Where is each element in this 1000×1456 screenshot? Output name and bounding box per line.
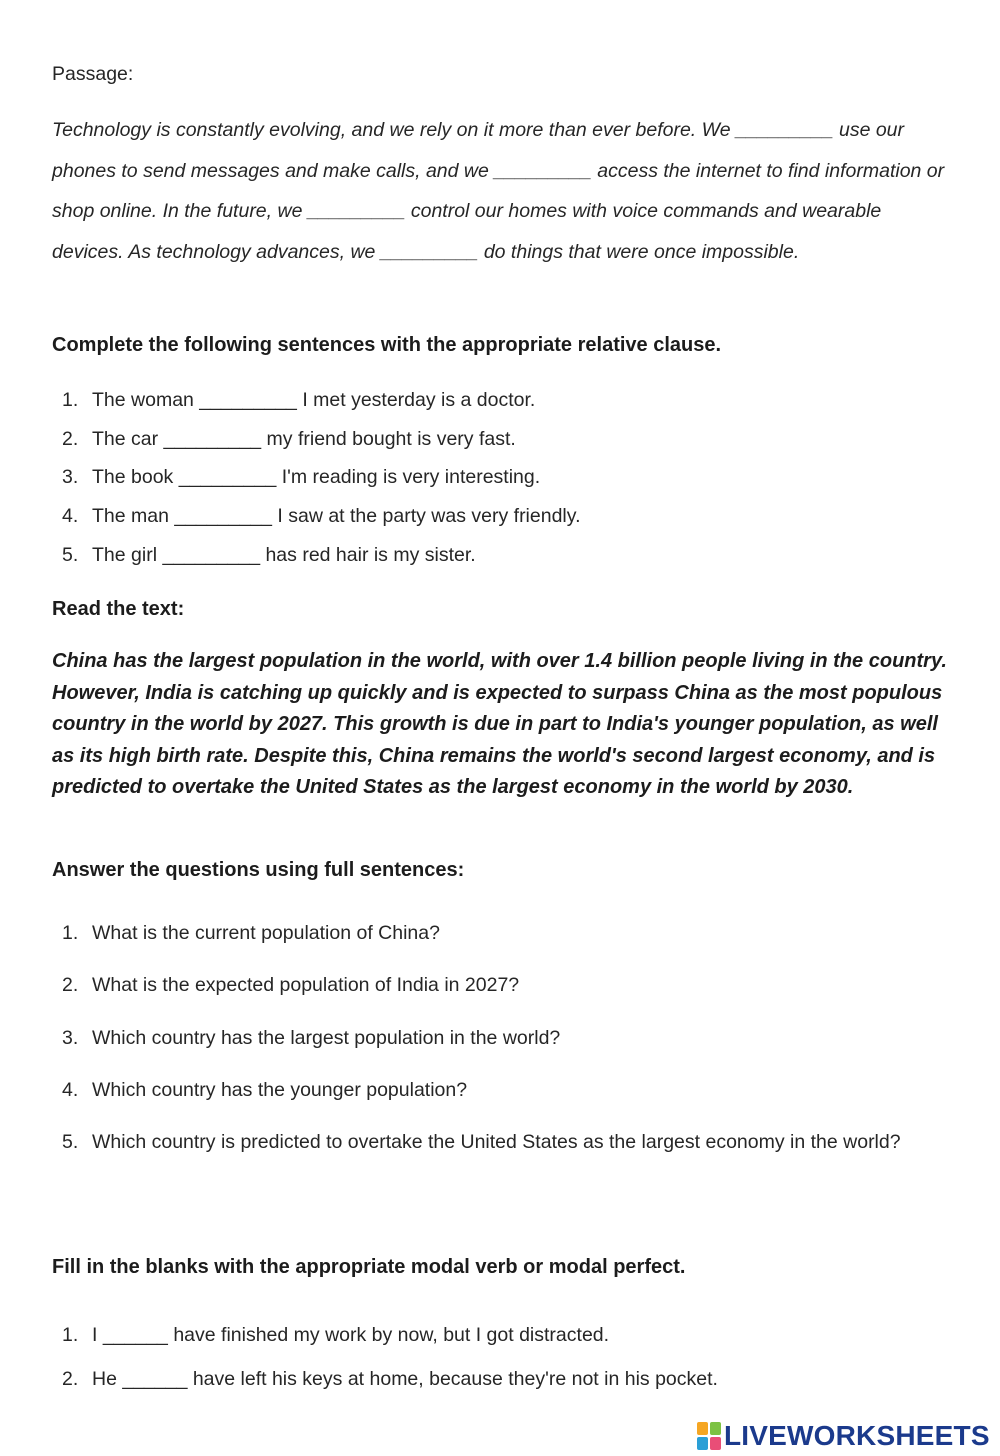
list-item: 4. The man _________ I saw at the party was very friendly. (62, 505, 581, 528)
logo-tile (710, 1422, 721, 1435)
list-item: 2. The car _________ my friend bought is very fast. (62, 427, 516, 450)
logo-tile (697, 1437, 708, 1450)
list-item: 5. The girl _________ has red hair is my sister. (62, 543, 476, 566)
modal-list (52, 1322, 957, 1410)
list-item: 2. What is the expected population of India in 2027? (62, 974, 520, 997)
reading-text: China has the largest population in the world, with over 1.4 billion people living in the country. However, India is catching up quickly and is expected to surpass China as the most populous country in the world by 2027. This growth is due in part to India's younger population, as well as its high birth rate. Despite this, China remains the world's second largest economy, and is predicted to overtake the United States as the largest economy in the world by 2030. (52, 650, 947, 798)
relative-clause-heading: Complete the following sentences with the appropriate relative clause. (52, 334, 722, 356)
list-item: 1. The woman _________ I met yesterday is a doctor. (62, 389, 536, 411)
list-item: 4. Which country has the younger population? (62, 1078, 468, 1101)
modal-heading: Fill in the blanks with the appropriate modal verb or modal perfect. (52, 1256, 686, 1278)
liveworksheets-logo (697, 1419, 990, 1453)
questions-list (52, 920, 957, 1168)
list-item: 3. The book _________ I'm reading is very interesting. (62, 466, 541, 489)
list-item: 5. Which country is predicted to overtake the United States as the largest economy in the world? (62, 1131, 901, 1154)
reading-heading: Read the text: (52, 598, 185, 620)
list-item: 2. He ______ have left his keys at home, because they're not in his pocket. (62, 1368, 718, 1390)
list-item: 3. Which country has the largest population in the world? (62, 1026, 561, 1049)
logo-tile (710, 1437, 721, 1450)
passage-label: Passage: (52, 63, 134, 85)
logo-text: LIVEWORKSHEETS (724, 1420, 990, 1451)
logo-tile (697, 1422, 708, 1435)
questions-heading: Answer the questions using full sentences: (52, 859, 465, 881)
list-item: 1. I ______ have finished my work by now, but I got distracted. (62, 1324, 610, 1346)
logo-mark-icon (697, 1422, 721, 1450)
relative-clause-list (52, 387, 957, 580)
passage-text: Technology is constantly evolving, and we rely on it more than ever before. We _________ use our phones to send messages and make calls, and we _________ access the internet to find information or shop online. In the future, we _________ control our homes with voice commands and wearable devices. As technology advances, we _________ do things that were once impossible. (52, 119, 945, 263)
list-item: 1. What is the current population of China? (62, 922, 440, 944)
